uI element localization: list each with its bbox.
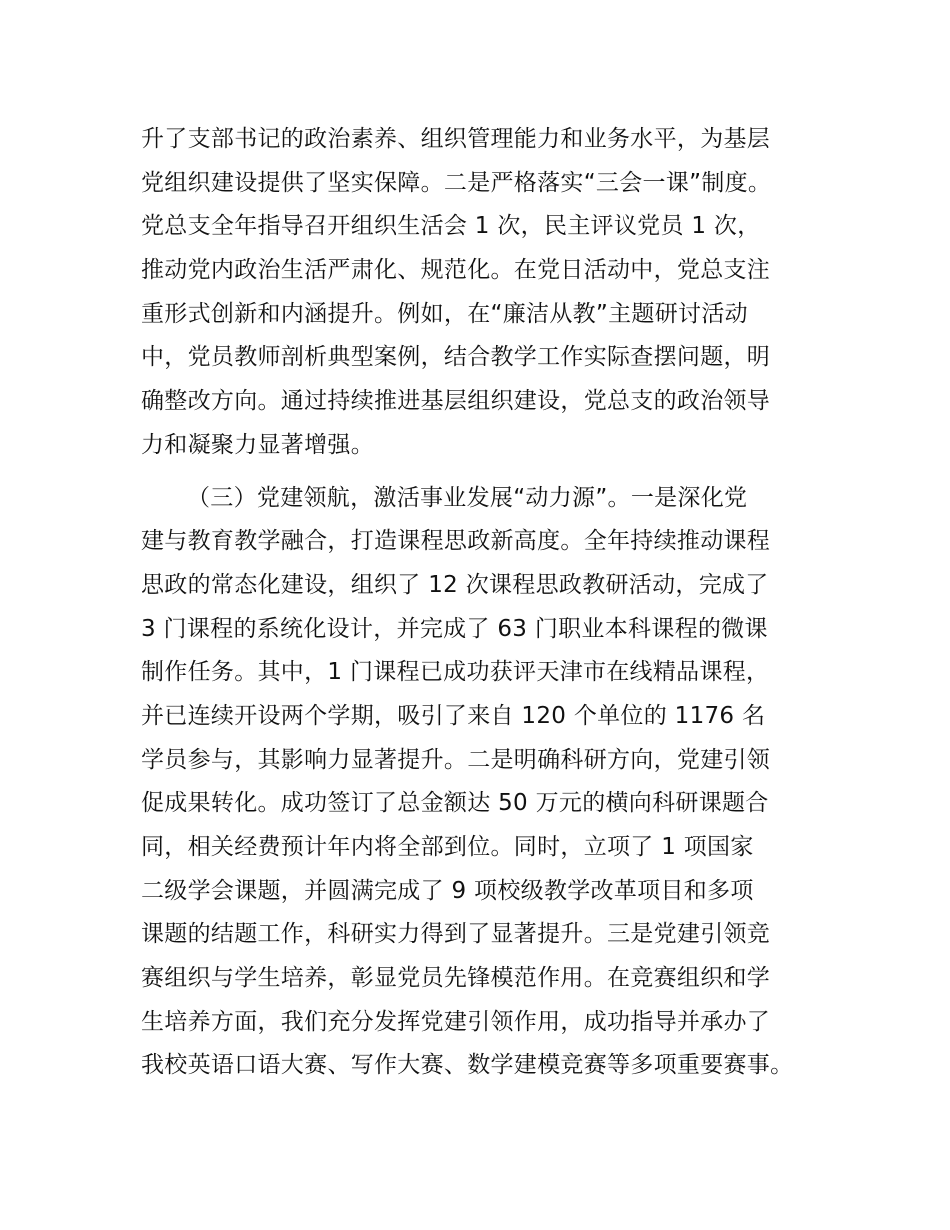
text-line: 促成果转化。成功签订了总金额达 50 万元的横向科研课题合: [141, 790, 769, 817]
text-line: 思政的常态化建设，组织了 12 次课程思政教研活动，完成了: [141, 571, 769, 598]
text-line: 推动党内政治生活严肃化、规范化。在党日活动中，党总支注: [141, 257, 771, 284]
text-line: 同，相关经费预计年内将全部到位。同时，立项了 1 项国家: [141, 834, 754, 860]
text-line: 党总支全年指导召开组织生活会 1 次，民主评议党员 1 次，: [141, 213, 761, 240]
document-body: [141, 118, 831, 1088]
text-line: 升了支部书记的政治素养、组织管理能力和业务水平，为基层: [141, 126, 771, 152]
text-line: 生培养方面，我们充分发挥党建引领作用，成功指导并承办了: [141, 1008, 771, 1035]
section-heading-line: （三）党建领航，激活事业发展“动力源”。一是深化党: [187, 484, 748, 511]
text-line: 力和凝聚力显著增强。: [141, 431, 374, 458]
text-line: 党组织建设提供了坚实保障。二是严格落实“三会一课”制度。: [141, 169, 772, 196]
text-line: 学员参与，其影响力显著提升。二是明确科研方向，党建引领: [141, 746, 771, 773]
text-line: 赛组织与学生培养，彰显党员先锋模范作用。在竞赛组织和学: [141, 965, 771, 992]
paragraph-1: [141, 118, 831, 468]
text-line: 二级学会课题，并圆满完成了 9 项校级教学改革项目和多项: [141, 877, 754, 904]
text-line: 重形式创新和内涵提升。例如，在“廉洁从教”主题研讨活动: [141, 300, 748, 327]
text-line: 建与教育教学融合，打造课程思政新高度。全年持续推动课程: [141, 528, 771, 555]
text-line: 制作任务。其中，1 门课程已成功获评天津市在线精品课程，: [141, 659, 770, 686]
text-line: 中，党员教师剖析典型案例，结合教学工作实际查摆问题，明: [141, 344, 771, 371]
text-line: 确整改方向。通过持续推进基层组织建设，党总支的政治领导: [141, 388, 771, 415]
text-line: 并已连续开设两个学期，吸引了来自 120 个单位的 1176 名: [141, 702, 766, 729]
paragraph-2: [141, 477, 831, 1089]
text-line: 3 门课程的系统化设计，并完成了 63 门职业本科课程的微课: [141, 615, 768, 642]
text-line: 课题的结题工作，科研实力得到了显著提升。三是党建引领竞: [141, 921, 771, 948]
text-line: 我校英语口语大赛、写作大赛、数学建模竞赛等多项重要赛事。: [141, 1052, 794, 1079]
paragraph-gap: [141, 468, 831, 477]
